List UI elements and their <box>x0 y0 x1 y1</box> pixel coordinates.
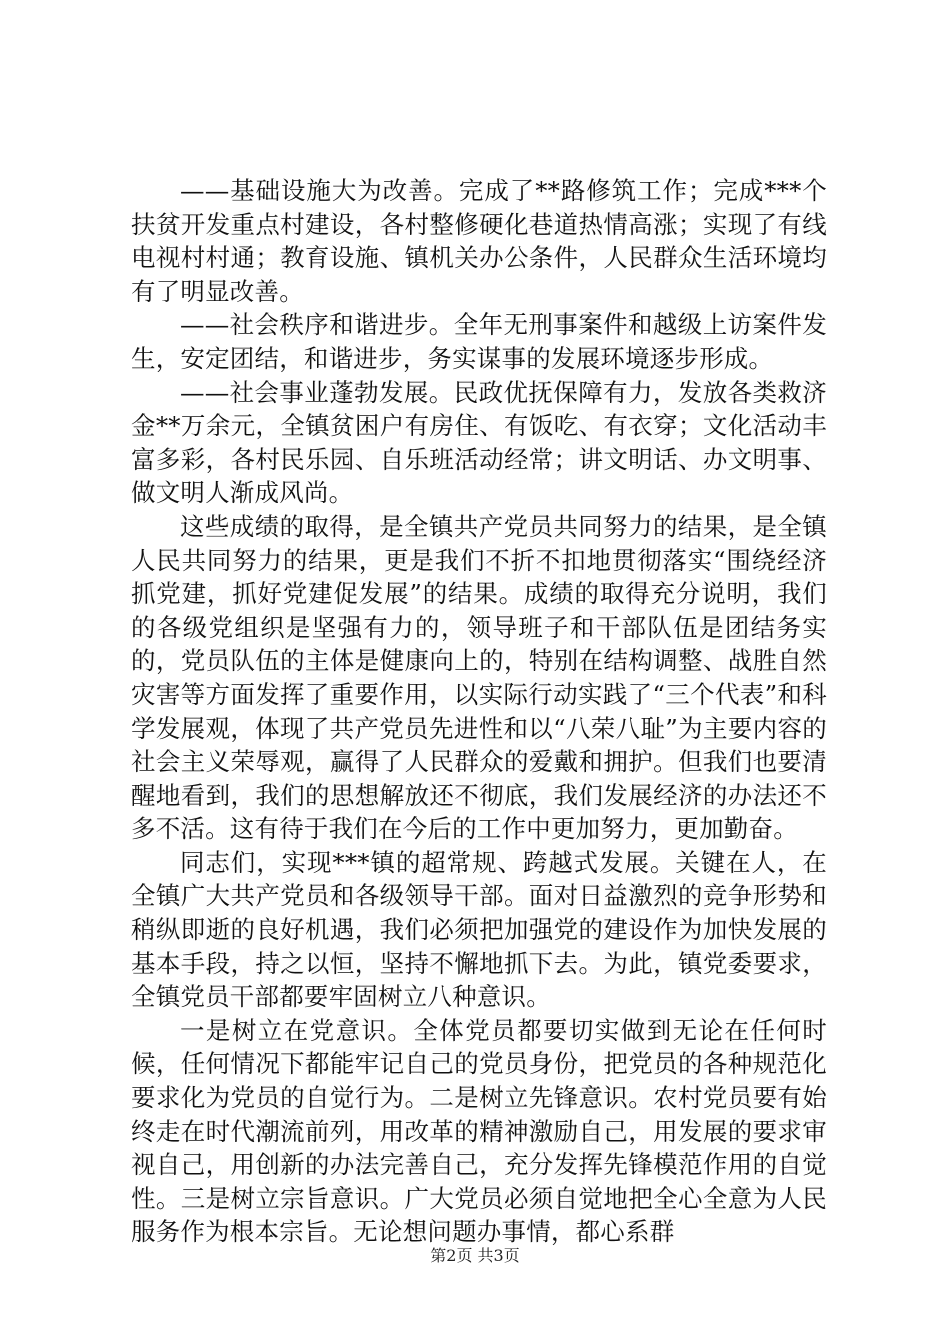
paragraph-comrades: 同志们，实现***镇的超常规、跨越式发展。关键在人，在全镇广大共产党员和各级领导干部。面对日益激烈的竞争形势和稍纵即逝的良好机遇，我们必须把加强党的建设作为加快发展的基本手段，持之以恒，坚持不懈地抓下去。为此，镇党委要求，全镇党员干部都要牢固树立八种意识。 <box>131 847 827 1012</box>
paragraph-social-undertakings: ——社会事业蓬勃发展。民政优抚保障有力，发放各类救济金**万余元，全镇贫困户有房住、有饭吃、有衣穿；文化活动丰富多彩，各村民乐园、自乐班活动经常；讲文明话、办文明事、做文明人渐成风尚。 <box>131 377 827 508</box>
paragraph-infrastructure: ——基础设施大为改善。完成了**路修筑工作；完成***个扶贫开发重点村建设，各村整修硬化巷道热情高涨；实现了有线电视村村通；教育设施、镇机关办公条件，人民群众生活环境均有了明显改善。 <box>131 176 827 306</box>
paragraph-achievements: 这些成绩的取得，是全镇共产党员共同努力的结果，是全镇人民共同努力的结果，更是我们不折不扣地贯彻落实“围绕经济抓党建，抓好党建促发展”的结果。成绩的取得充分说明，我们的各级党组织是坚强有力的，领导班子和干部队伍是团结务实的，党员队伍的主体是健康向上的，特别在结构调整、战胜自然灾害等方面发挥了重要作用，以实际行动实践了“三个代表”和科学发展观，体现了共产党员先进性和以“八荣八耻”为主要内容的社会主义荣辱观，赢得了人民群众的爱戴和拥护。但我们也要清醒地看到，我们的思想解放还不彻底，我们发展经济的办法还不多不活。这有待于我们在今后的工作中更加努力，更加勤奋。 <box>131 511 827 844</box>
paragraph-eight-awareness: 一是树立在党意识。全体党员都要切实做到无论在任何时候，任何情况下都能牢记自己的党员身份，把党员的各种规范化要求化为党员的自觉行为。二是树立先锋意识。农村党员要有始终走在时代潮流前列，用改革的精神激励自己，用发展的要求审视自己，用创新的办法完善自己，充分发挥先锋模范作用的自觉性。三是树立宗旨意识。广大党员必须自觉地把全心全意为人民服务作为根本宗旨。无论想问题办事情，都心系群 <box>131 1015 827 1247</box>
document-body <box>131 174 827 1249</box>
page-number-footer: 第2页 共3页 <box>430 1246 520 1265</box>
paragraph-social-order: ——社会秩序和谐进步。全年无刑事案件和越级上访案件发生，安定团结，和谐进步，务实谋事的发展环境逐步形成。 <box>131 310 827 373</box>
